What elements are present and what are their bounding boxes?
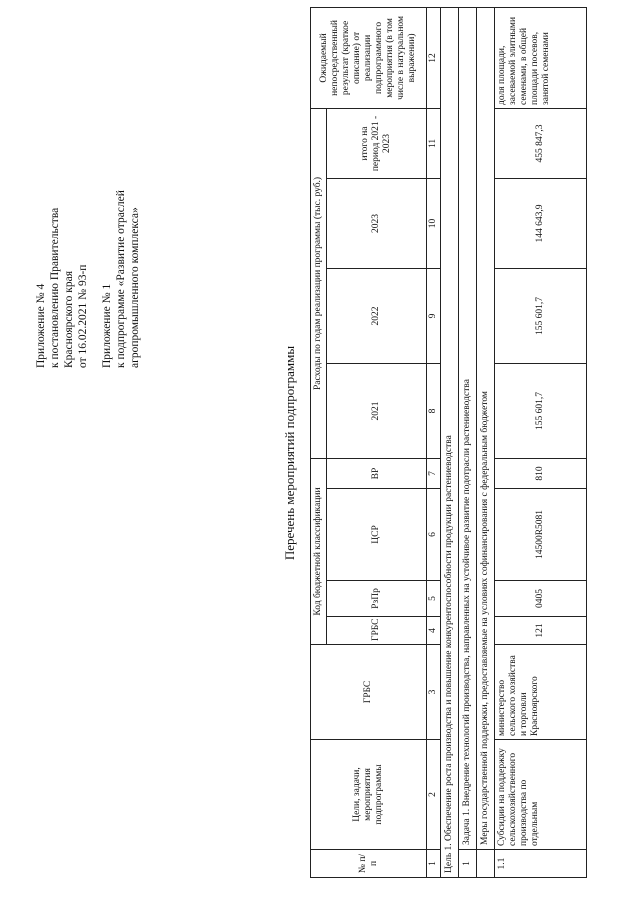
header-row: [311, 7, 327, 877]
col-num: 9: [427, 268, 441, 363]
col-num: 11: [427, 108, 441, 178]
goal-row: [441, 7, 459, 877]
appendix-4-label: Приложение № 4: [35, 283, 47, 368]
col-num: 5: [427, 580, 441, 616]
row-vr: 810: [495, 458, 587, 488]
resolution-date: от 16.02.2021 № 93-п: [77, 264, 89, 368]
header-num: № п/п: [311, 849, 427, 877]
header-total: итого на период 2021 - 2023: [327, 108, 427, 178]
empty-cell: [477, 849, 495, 877]
appendix-header: [34, 38, 142, 368]
table-row: [495, 7, 587, 877]
measures-text: Меры государственной поддержки, предоставляемые на условиях софинансирования с федеральным бюджетом: [477, 7, 495, 849]
row-total: 455 847,3: [495, 108, 587, 178]
row-csr: 14500R5081: [495, 488, 587, 580]
row-rzpr: 0405: [495, 580, 587, 616]
measures-table: [310, 6, 587, 877]
col-num: 8: [427, 363, 441, 458]
col-num: 2: [427, 739, 441, 849]
task-row: [459, 7, 477, 877]
rotated-page: [20, 15, 620, 888]
header-2021: 2021: [327, 363, 427, 458]
header-result: Ожидаемый непосредственный результат (краткое описание) от реализации подпрограммного мероприятия (в том числе в натуральном выражении): [311, 7, 427, 108]
row-2021: 155 601,7: [495, 363, 587, 458]
col-num: 10: [427, 178, 441, 268]
col-num: 12: [427, 7, 441, 108]
column-number-row: [427, 7, 441, 877]
row-result: доля площади, засеваемой элитными семенами, в общей площади посевов, занятой семенами: [495, 7, 587, 108]
row-num: 1.1: [495, 849, 587, 877]
header-2022: 2022: [327, 268, 427, 363]
header-expenses: Расходы по годам реализации программы (тыс. руб.): [311, 108, 327, 458]
header-csr: ЦСР: [327, 488, 427, 580]
measures-row: [477, 7, 495, 877]
task-num: 1: [459, 849, 477, 877]
row-name: Субсидии на поддержку сельскохозяйственного производства по отдельным: [495, 739, 587, 849]
goal-text: Цель 1. Обеспечение роста производства и повышение конкурентоспособности продукции растениеводства: [441, 7, 459, 877]
header-grbs: ГРБС: [311, 644, 427, 739]
task-text: Задача 1. Внедрение технологий производства, направленных на устойчивое развитие подотрасли растениеводства: [459, 7, 477, 849]
col-num: 7: [427, 458, 441, 488]
header-line: Красноярского края: [63, 270, 75, 368]
row-grbs-code: 121: [495, 616, 587, 644]
col-num: 6: [427, 488, 441, 580]
header-vr: ВР: [327, 458, 427, 488]
col-num: 3: [427, 644, 441, 739]
header-line: агропромышленного комплекса»: [129, 206, 141, 368]
header-rzpr: РзПр: [327, 580, 427, 616]
header-goal: Цели, задачи, мероприятия подпрограммы: [311, 739, 427, 849]
header-grbs-code: ГРБС: [327, 616, 427, 644]
col-num: 1: [427, 849, 441, 877]
document-title: Перечень мероприятий подпрограммы: [282, 345, 297, 560]
header-line: к постановлению Правительства: [49, 207, 61, 368]
appendix-1-label: Приложение № 1: [101, 283, 113, 368]
col-num: 4: [427, 616, 441, 644]
header-2023: 2023: [327, 178, 427, 268]
row-2022: 155 601,7: [495, 268, 587, 363]
header-line: к подпрограмме «Развитие отраслей: [115, 189, 127, 368]
header-budget-code: Код бюджетной классификации: [311, 458, 327, 644]
row-2023: 144 643,9: [495, 178, 587, 268]
row-grbs: министерство сельского хозяйства и торговли Красноярского: [495, 644, 587, 739]
